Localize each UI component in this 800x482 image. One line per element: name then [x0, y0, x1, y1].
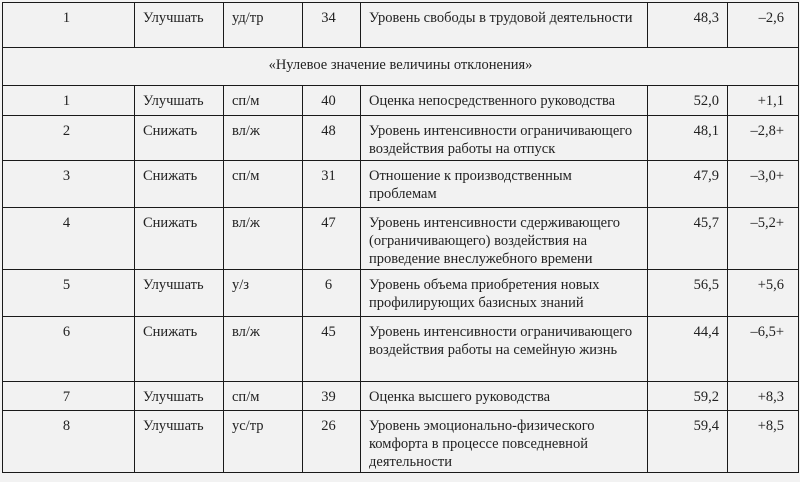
- action-cell: Улучшать: [135, 270, 224, 317]
- deviation-cell: +8,5: [728, 411, 799, 473]
- table-row: [3, 411, 799, 473]
- code-cell: 26: [303, 411, 361, 473]
- unit-cell: вл/ж: [224, 208, 303, 270]
- description-cell: Уровень интенсивности ограничивающего воздействия работы на семейную жизнь: [361, 317, 648, 382]
- code-cell: 34: [303, 3, 361, 48]
- row-number-cell: 2: [3, 116, 135, 161]
- row-number-cell: 6: [3, 317, 135, 382]
- unit-cell: сп/м: [224, 161, 303, 208]
- value-cell: 45,7: [648, 208, 728, 270]
- unit-cell: уд/тр: [224, 3, 303, 48]
- value-cell: 52,0: [648, 86, 728, 116]
- description-cell: Отношение к производственным проблемам: [361, 161, 648, 208]
- action-cell: Улучшать: [135, 382, 224, 411]
- deviation-cell: +1,1: [728, 86, 799, 116]
- deviation-cell: +5,6: [728, 270, 799, 317]
- row-number-cell: 5: [3, 270, 135, 317]
- value-cell: 59,2: [648, 382, 728, 411]
- code-cell: 6: [303, 270, 361, 317]
- section-title: «Нулевое значение величины отклонения»: [3, 48, 799, 86]
- code-cell: 31: [303, 161, 361, 208]
- table-row: [3, 3, 799, 48]
- unit-cell: у/з: [224, 270, 303, 317]
- table-row: [3, 317, 799, 382]
- action-cell: Снижать: [135, 208, 224, 270]
- deviation-cell: –6,5+: [728, 317, 799, 382]
- unit-cell: вл/ж: [224, 116, 303, 161]
- action-cell: Снижать: [135, 161, 224, 208]
- description-cell: Уровень интенсивности ограничивающего воздействия работы на отпуск: [361, 116, 648, 161]
- row-number-cell: 8: [3, 411, 135, 473]
- description-cell: Уровень объема приобретения новых профилирующих базисных знаний: [361, 270, 648, 317]
- table-row: [3, 161, 799, 208]
- table-row: [3, 208, 799, 270]
- action-cell: Улучшать: [135, 411, 224, 473]
- code-cell: 39: [303, 382, 361, 411]
- section-header-row: [3, 48, 799, 86]
- row-number-cell: 1: [3, 86, 135, 116]
- deviation-cell: –2,8+: [728, 116, 799, 161]
- description-cell: Уровень свободы в трудовой деятельности: [361, 3, 648, 48]
- unit-cell: вл/ж: [224, 317, 303, 382]
- code-cell: 48: [303, 116, 361, 161]
- code-cell: 47: [303, 208, 361, 270]
- value-cell: 48,3: [648, 3, 728, 48]
- value-cell: 44,4: [648, 317, 728, 382]
- deviation-cell: –2,6: [728, 3, 799, 48]
- action-cell: Улучшать: [135, 3, 224, 48]
- deviation-cell: –5,2+: [728, 208, 799, 270]
- unit-cell: сп/м: [224, 382, 303, 411]
- value-cell: 56,5: [648, 270, 728, 317]
- action-cell: Улучшать: [135, 86, 224, 116]
- table-row: [3, 270, 799, 317]
- deviation-cell: +8,3: [728, 382, 799, 411]
- description-cell: Уровень эмоционально-физического комфорта в процессе повседневной деятельности: [361, 411, 648, 473]
- table-row: [3, 116, 799, 161]
- unit-cell: сп/м: [224, 86, 303, 116]
- row-number-cell: 1: [3, 3, 135, 48]
- code-cell: 45: [303, 317, 361, 382]
- value-cell: 59,4: [648, 411, 728, 473]
- action-cell: Снижать: [135, 317, 224, 382]
- row-number-cell: 7: [3, 382, 135, 411]
- code-cell: 40: [303, 86, 361, 116]
- value-cell: 47,9: [648, 161, 728, 208]
- unit-cell: ус/тр: [224, 411, 303, 473]
- row-number-cell: 3: [3, 161, 135, 208]
- action-cell: Снижать: [135, 116, 224, 161]
- table-row: [3, 382, 799, 411]
- description-cell: Оценка непосредственного руководства: [361, 86, 648, 116]
- row-number-cell: 4: [3, 208, 135, 270]
- table-row: [3, 86, 799, 116]
- description-cell: Уровень интенсивности сдерживающего (ограничивающего) воздействия на проведение внеслужебного времени: [361, 208, 648, 270]
- description-cell: Оценка высшего руководства: [361, 382, 648, 411]
- deviation-cell: –3,0+: [728, 161, 799, 208]
- data-table: [2, 2, 799, 473]
- value-cell: 48,1: [648, 116, 728, 161]
